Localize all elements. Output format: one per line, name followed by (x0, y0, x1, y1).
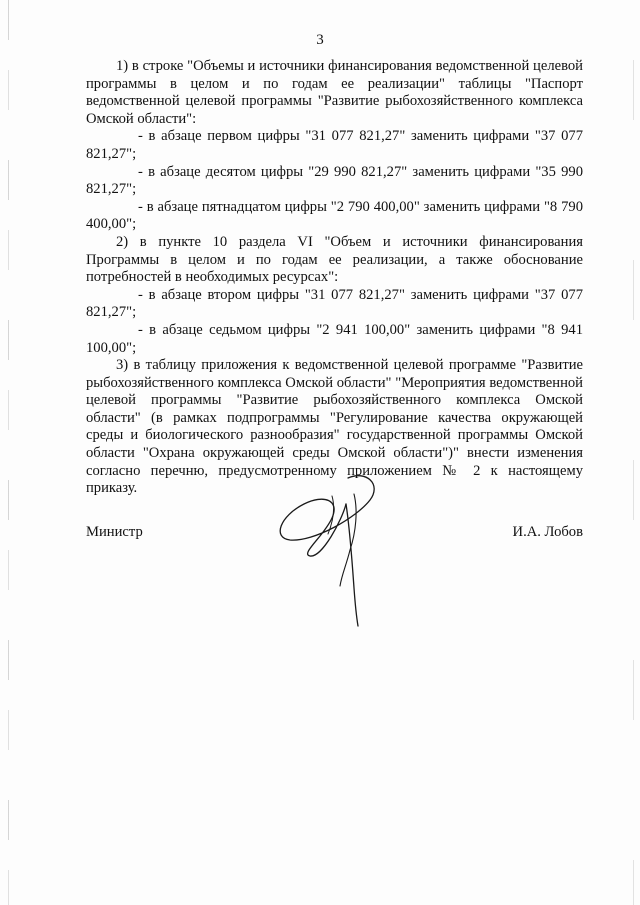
paragraph-subitem: - в абзаце пятнадцатом цифры "2 790 400,00" заменить цифрами "8 790 400,00"; (86, 198, 583, 233)
scan-edge-left (8, 0, 9, 905)
page-number: 3 (316, 32, 324, 48)
paragraph-item-2: 2) в пункте 10 раздела VI "Объем и источники финансирования Программы в целом и по годам ее реализации, а также обоснование потребностей в необходимых ресурсах": (86, 233, 583, 286)
handwritten-signature (270, 470, 390, 630)
paragraph-subitem: - в абзаце седьмом цифры "2 941 100,00" заменить цифрами "8 941 100,00"; (86, 321, 583, 356)
paragraph-subitem: - в абзаце втором цифры "31 077 821,27" заменить цифрами "37 077 821,27"; (86, 286, 583, 321)
scan-edge-right (633, 0, 634, 905)
signatory-position: Министр (86, 524, 143, 540)
signatory-name: И.А. Лобов (512, 524, 583, 540)
body-text (86, 58, 583, 498)
paragraph-subitem: - в абзаце десятом цифры "29 990 821,27" заменить цифрами "35 990 821,27"; (86, 163, 583, 198)
paragraph-item-1: 1) в строке "Объемы и источники финансирования ведомственной целевой программы в целом и по годам ее реализации" таблицы "Паспорт ведомственной целевой программы "Развитие рыбохозяйственного комплекса Омской области": (86, 58, 583, 127)
paragraph-item-3: 3) в таблицу приложения к ведомственной целевой программе "Развитие рыбохозяйственного комплекса Омской области" "Мероприятия ведомственной целевой программы "Развитие рыбохозяйственного комплекса Омской области" (в рамках подпрограммы "Регулирование качества окружающей среды и биологического разнообразия" государственной программы Омской области "Охрана окружающей среды Омской области")" внести изменения согласно перечню, предусмотренному приложением № 2 к настоящему приказу. (86, 357, 583, 497)
paragraph-subitem: - в абзаце первом цифры "31 077 821,27" заменить цифрами "37 077 821,27"; (86, 128, 583, 162)
